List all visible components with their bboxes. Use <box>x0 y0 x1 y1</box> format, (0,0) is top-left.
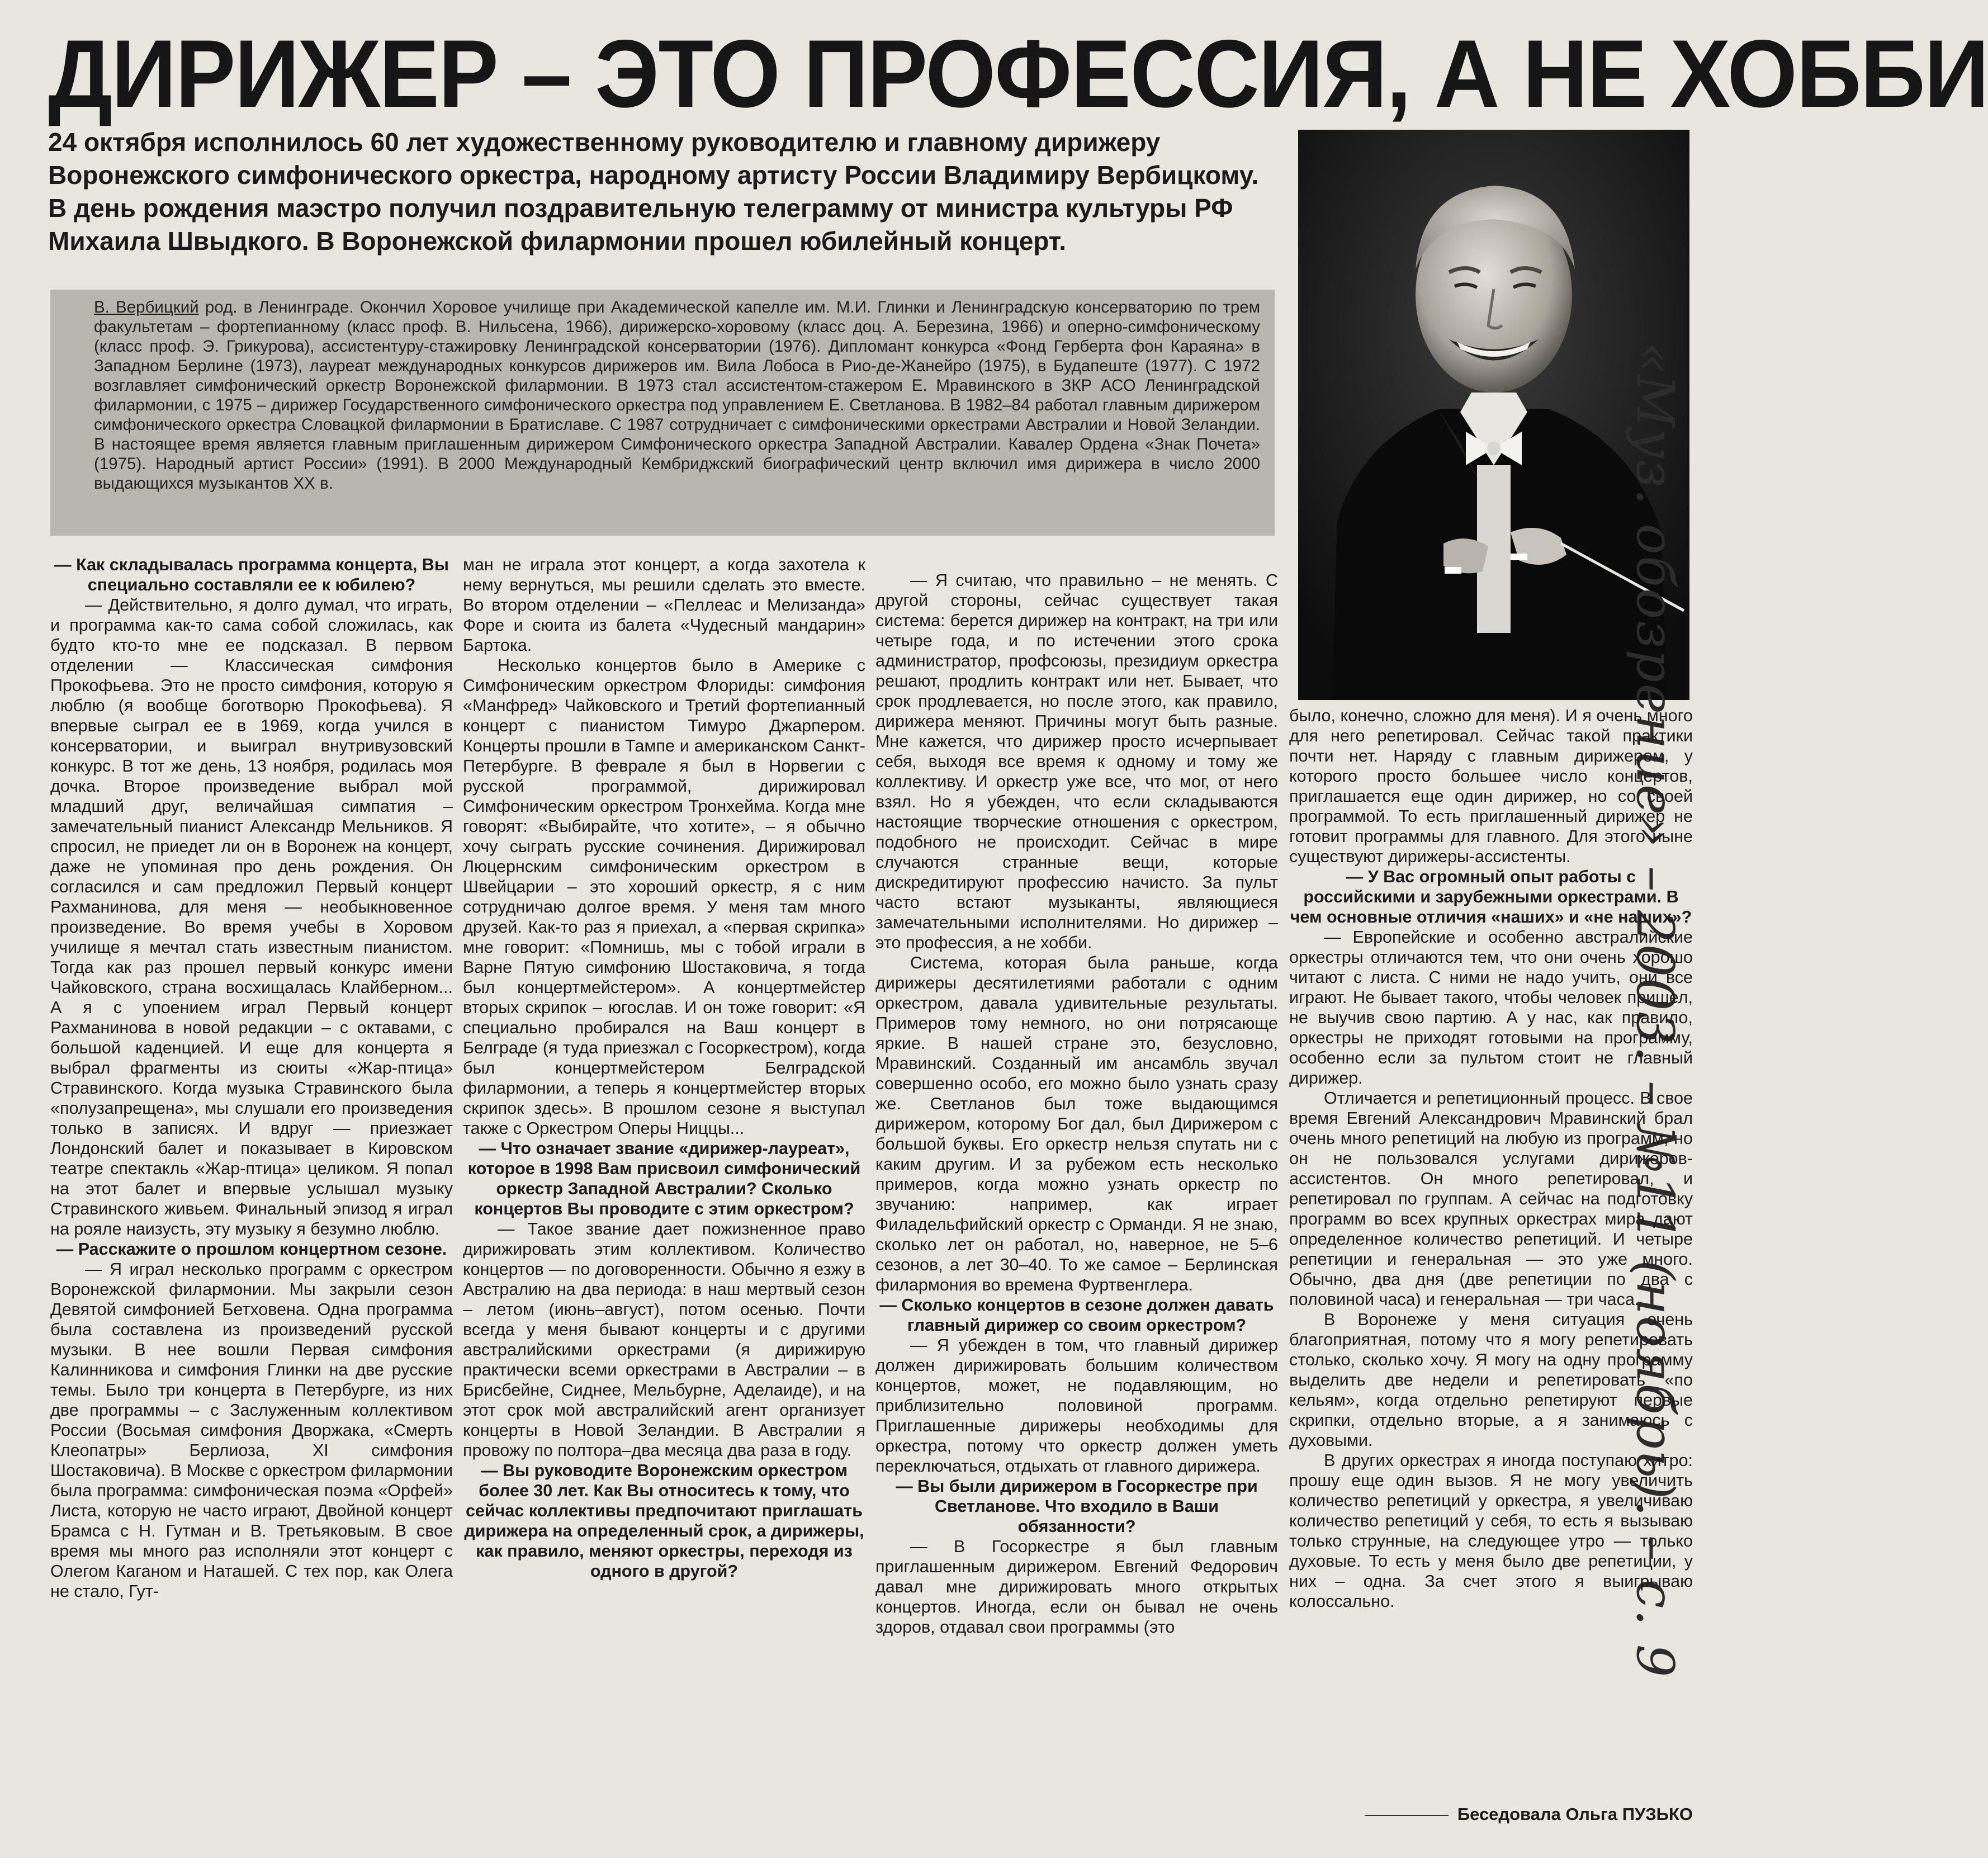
byline-rule <box>1365 1815 1449 1816</box>
handwritten-annotation: «Муз. обозрение» – 2003. – №11 (ноябрь). – с. 9 <box>1625 342 1685 1679</box>
interview-answer: — В Госоркестре я был главным приглашенным дирижером. Евгений Федорович давал мне дирижировать много открытых концертов. Иногда, если он бывал не очень здоров, отдавал свои программы (это <box>875 1537 1278 1637</box>
headline: ДИРИЖЕР – ЭТО ПРОФЕССИЯ, А НЕ ХОББИ <box>48 20 1988 127</box>
interview-question: — Как складывалась программа концерта, Вы специально составляли ее к юбилею? <box>54 555 449 594</box>
byline-text: Беседовала Ольга ПУЗЬКО <box>1457 1804 1693 1824</box>
interview-answer: ман не играла этот концерт, а когда захотела к нему вернуться, мы решили сделать это вместе. Во втором отделении – «Пеллеас и Мелизанда» Форе и сюита из балета «Чудесный мандарин» Бартока. <box>463 555 865 655</box>
lead-text: 24 октября исполнилось 60 лет художественному руководителю и главному дирижеру Воронежского симфонического оркестра, народному артисту России Владимиру Вербицкому. В день рождения маэстро получил поздравительную телеграмму от министра культуры РФ Михаила Швыдкого. В Воронежской филармонии прошел юбилейный концерт. <box>48 127 1259 256</box>
interview-answer: — Европейские и особенно австралийские оркестры отличаются тем, что они очень хорошо читают с листа. С ними не надо учить, они все играют. Не бывает такого, чтобы человек пришел, не выучив свою партию. А у нас, как правило, оркестры не приходят готовыми на программу, особенно если за пультом стоит не главный дирижер. <box>1289 928 1693 1088</box>
interview-answer: — Такое звание дает пожизненное право дирижировать этим коллективом. Количество концертов — по договоренности. Обычно я езжу в Австралию на два периода: в наш мертвый сезон – летом (июнь–август), потом осенью. Почти всегда у меня бывают концерты и с другими австралийскими оркестрами (я дирижирую практически всеми оркестрами в Австралии – в Брисбейне, Сиднее, Мельбурне, Аделаиде), и на этот срок мой австралийский агент организует концерты в Новой Зеландии. В Австралии я провожу по полтора–два месяца два раза в году. <box>463 1219 865 1460</box>
interview-answer: — Я играл несколько программ с оркестром Воронежской филармонии. Мы закрыли сезон Девятой симфонией Бетховена. Одна программа была составлена из произведений русской музыки. В нее вошли Первая симфония Калинникова и симфония Глинки на две русские темы. Было три концерта в Петербурге, из них две программы – с Заслуженным коллективом России (Восьмая симфония Дворжака, «Смерть Клеопатры» Берлиоза, XI симфония Шостаковича). В Москве с оркестром филармонии была программа: симфоническая поэма «Орфей» Листа, которую не часто играют, Двойной концерт Брамса с Н. Гутман и В. Третьяковым. В свое время мы много раз исполняли этот концерт с Олегом Каганом и Наташей. С тех пор, как Олега не стало, Гут- <box>50 1260 453 1601</box>
lead-paragraph <box>48 126 1278 258</box>
interview-answer: В других оркестрах я иногда поступаю хитро: прошу еще один вызов. Я не могу увеличить количество репетиций у оркестра, я увеличиваю количество репетиций у себя, то есть я вызываю только струнные, на следующее утро — только духовые. То есть у меня было две репетиции, у них – одна. За счет этого я выигрываю колоссально. <box>1289 1451 1693 1611</box>
bio-name: В. Вербицкий <box>94 298 199 316</box>
interview-question: — У Вас огромный опыт работы с российскими и зарубежными оркестрами. В чем основные отличия «наших» и «не наших»? <box>1290 867 1692 926</box>
article-column-2 <box>463 555 865 1581</box>
interview-question: — Что означает звание «дирижер-лауреат», которое в 1998 Вам присвоил симфонический оркестр Западной Австралии? Сколько концертов Вы проводите с этим оркестром? <box>467 1139 861 1218</box>
byline <box>1289 1804 1693 1825</box>
bio-box <box>50 290 1275 536</box>
interview-answer: Несколько концертов было в Америке с Симфоническим оркестром Флориды: симфония «Манфред» Чайковского и Третий фортепианный концерт с пианистом Тимуро Джарпером. Концерты прошли в Тампе и американском Санкт-Петербурге. В феврале я был в Норвегии с русской программой, дирижировал Симфоническим оркестром Тронхейма. Когда мне говорят: «Выбирайте, что хотите», – я обычно хочу сыграть русские сочинения. Дирижировал Люцернским симфоническим оркестром в Швейцарии – это хороший оркестр, я с ним сотрудничаю долгое время. У меня там много друзей. Как-то раз я приехал, а «первая скрипка» мне говорит: «Помнишь, мы с тобой играли в Варне Пятую симфонию Шостаковича, я тогда был концертмейстером». А концертмейстер вторых скрипок – югослав. И он тоже говорит: «Я специально пробирался на Ваш концерт в Белграде (я туда приезжал с Госоркестром), когда был концертмейстером Белградской филармонии, а теперь я концертмейстер вторых скрипок здесь». В прошлом сезоне я выступал также с Оркестром Оперы Ниццы... <box>463 656 865 1138</box>
bio-text: род. в Ленинграде. Окончил Хоровое училище при Академической капелле им. М.И. Глинки и Ленинградскую консерваторию по трем факультетам – фортепианному (класс проф. В. Нильсена, 1966), дирижерско-хоровому (класс доц. А. Березина, 1966) и оперно-симфоническому (класс проф. Э. Грикурова), ассистентуру-стажировку Ленинградской консерватории (1976). Дипломант конкурса «Фонд Герберта фон Караяна» в Западном Берлине (1973), лауреат международных конкурсов дирижеров им. Вила Лобоса в Рио-де-Жанейро (1975), в Будапеште (1977). С 1972 возглавляет симфонический оркестр Воронежской филармонии. В 1973 стал ассистентом-стажером Е. Мравинского в ЗКР АСО Ленинградской филармонии, с 1975 – дирижер Государственного симфонического оркестра под управлением Е. Светланова. В 1982–84 работал главным дирижером симфонического оркестра Словацкой филармонии в Братиславе. С 1987 сотрудничает с симфоническими оркестрами Австралии и Новой Зеландии. В настоящее время является главным приглашенным дирижером Симфонического оркестра Западной Австралии. Кавалер Ордена «Знак Почета» (1975). Народный артист России» (1991). В 2000 Международный Кембриджский биографический центр включил имя дирижера в число 2000 выдающихся музыкантов XX в. <box>94 298 1260 493</box>
interview-answer: было, конечно, сложно для меня). И я очень много для него репетировал. Сейчас такой практики почти нет. Наряду с главным дирижером, у которого просто большее число концертов, приглашается еще один дирижер, но со своей программой. То есть приглашенный дирижер не готовит программы для главного. Для этого ныне существуют дирижеры-ассистенты. <box>1289 706 1693 866</box>
interview-question: — Сколько концертов в сезоне должен давать главный дирижер со своим оркестром? <box>879 1296 1274 1335</box>
interview-question: — Вы были дирижером в Госоркестре при Светланове. Что входило в Ваши обязанности? <box>896 1477 1258 1536</box>
interview-answer: — Я убежден в том, что главный дирижер должен дирижировать большим количеством концертов, может, не подавляющим, но приблизительно половиной программ. Приглашенные дирижеры необходимы для оркестра, потому что оркестр должен уметь переключаться, отдыхать от главного дирижера. <box>875 1336 1278 1476</box>
interview-answer: — Я считаю, что правильно – не менять. С другой стороны, сейчас существует такая система: берется дирижер на контракт, на три или четыре года, и по истечении этого срока администратор, профсоюзы, президиум оркестра решают, продлить контракт или нет. Бывает, что срок продлевается, но после этого, как правило, дирижера меняют. Причины могут быть разные. Мне кажется, что дирижер просто исчерпывает себя, выходя все время к одному и тому же коллективу. И оркестр уже все, что мог, от него взял. Но я убежден, что если складываются настоящие творческие отношения с оркестром, подобного не происходит. Сейчас в мире случаются странные вещи, которые дискредитируют профессию начисто. За пульт часто встают музыканты, являющиеся замечательными исполнителями. Но дирижер – это профессия, а не хобби. <box>875 571 1278 952</box>
interview-answer: В Воронеже у меня ситуация очень благоприятная, потому что я могу репетировать столько, сколько хочу. Я могу на одну программу выделить две недели и репетировать «по кельям», когда отдельно репетируют первые скрипки, отдельно вторые, а я занимаюсь с духовыми. <box>1289 1310 1693 1450</box>
article-column-4 <box>1289 706 1693 1611</box>
article-column-1 <box>50 555 453 1601</box>
interview-answer: Отличается и репетиционный процесс. В свое время Евгений Александрович Мравинский брал очень много репетиций на любую из программ, но он не пользовался услугами дирижеров-ассистентов. Он много репетировал, и репетировал по группам. А сейчас на подготовку программ во всех крупных оркестрах мира дают определенное количество репетиций. И четыре репетиции и генеральная — это уже много. Обычно, два дня (две репетиции по два с половиной часа) и генеральная — три часа. <box>1289 1089 1693 1309</box>
interview-answer: Система, которая была раньше, когда дирижеры десятилетиями работали с одним оркестром, давала удивительные результаты. Примеров тому немного, но они потрясающе яркие. В нашей стране это, безусловно, Мравинский. Созданный им ансамбль звучал совершенно особо, его можно было узнать сразу же. Светланов был тоже выдающимся дирижером, которому Бог дал, был Дирижером с большой буквы. Его оркестр нельзя спутать ни с каким другим. И за рубежом есть несколько примеров, когда можно узнать оркестр по звучанию: например, как играет Филадельфийский оркестр с Орманди. Я не знаю, сколько лет он работал, но, наверное, не 5–6 сезонов, а лет 30–40. То же самое – Берлинская филармония во времена Фуртвенглера. <box>875 953 1278 1294</box>
article-column-3 <box>875 570 1278 1637</box>
interview-answer: — Действительно, я долго думал, что играть, и программа как-то сама собой сложилась, как будто кто-то мне ее подсказал. В первом отделении — Классическая симфония Прокофьева. Это не просто симфония, которую я люблю (я вообще боготворю Прокофьева). Я впервые сыграл ее в 1969, когда учился в консерватории, и выиграл внутривузовский конкурс. В тот же день, 13 ноября, родилась моя дочка. Второе произведение выбрал мой младший друг, величайшая симпатия – замечательный пианист Александр Мельников. Я спросил, не приедет ли он в Воронеж на концерт, даже не упоминая про день рождения. Он согласился и сам предложил Первый концерт Рахманинова, для меня — необыкновенное произведение. Во время учебы в Хоровом училище я мечтал стать известным пианистом. Тогда как раз прошел первый конкурс имени Чайковского, страна восхищалась Клайберном... А я с упоением играл Первый концерт Рахманинова в новой редакции – с октавами, с большой каденцией. И еще для концерта я выбрал фрагменты из сюиты «Жар-птица» Стравинского. Когда музыка Стравинского была «полузапрещена», мы слушали его произведения только в записях. И вдруг — приезжает Лондонский балет и показывает в Кировском театре спектакль «Жар-птица» целиком. Я попал на этот балет и впервые услышал музыку Стравинского живьем. Финальный эпизод я играл на рояле наизусть, эту музыку я безумно люблю. <box>50 595 453 1238</box>
interview-question: — Вы руководите Воронежским оркестром более 30 лет. Как Вы относитесь к тому, что сейчас коллективы предпочитают приглашать дирижера на определенный срок, а дирижеры, как правило, меняют оркестры, переходя из одного в другой? <box>464 1461 864 1581</box>
interview-question: — Расскажите о прошлом концертном сезоне. <box>56 1240 447 1259</box>
